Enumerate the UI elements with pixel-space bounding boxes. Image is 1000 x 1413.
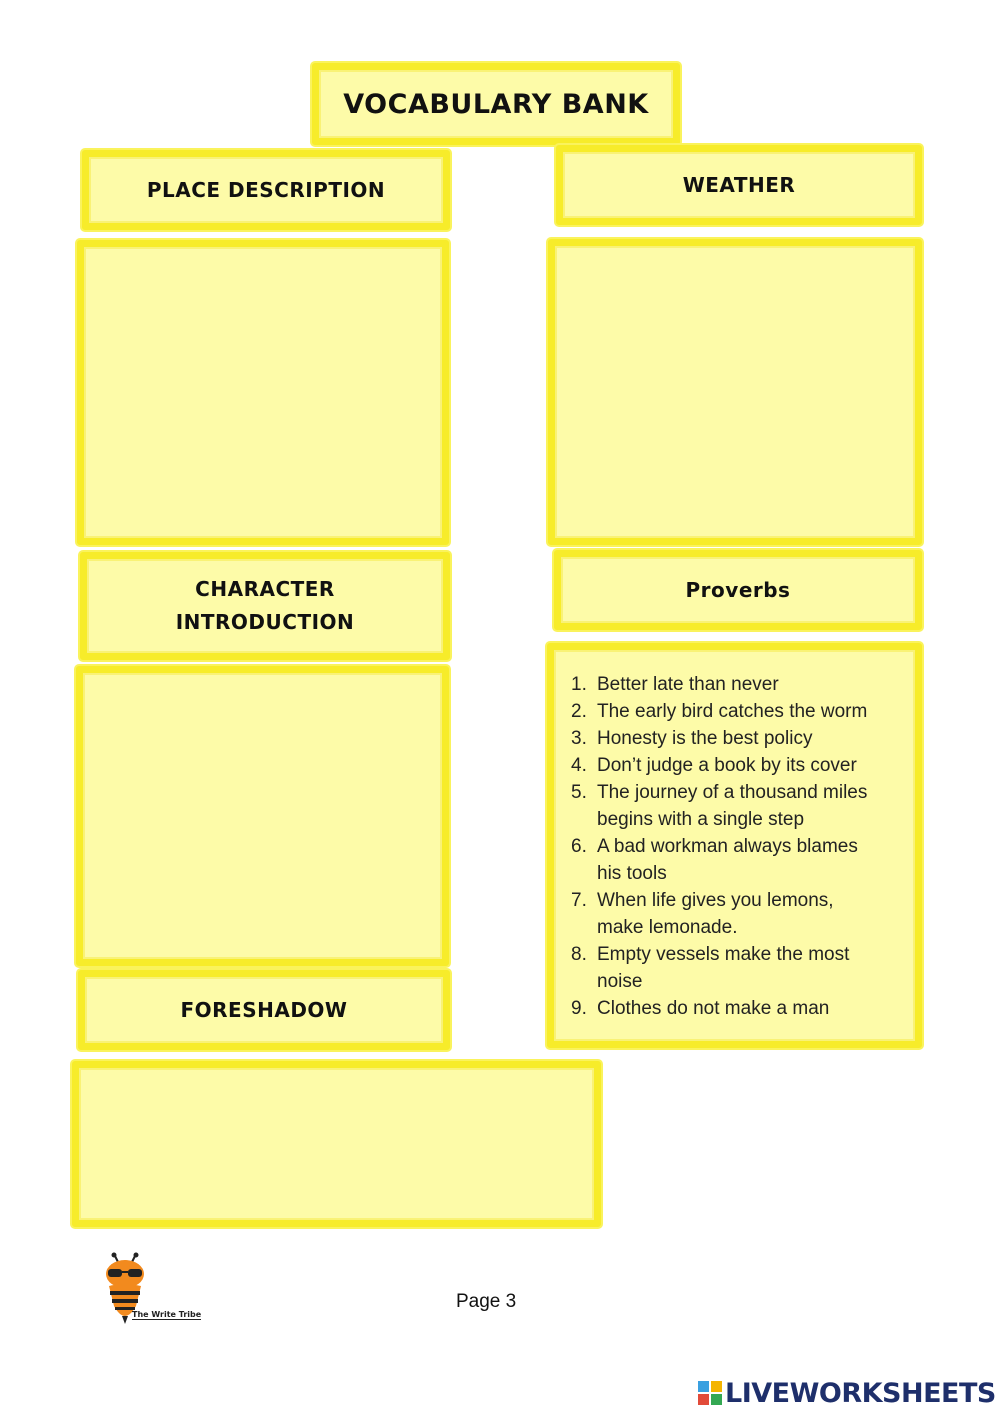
proverb-text-line1: When life gives you lemons, [597,890,834,911]
page-title-box [312,63,680,145]
proverb-text [597,671,779,698]
proverb-text [597,752,857,779]
proverb-text-line1: Don’t judge a book by its cover [597,755,857,776]
character-introduction-header [80,552,450,660]
page-title: VOCABULARY BANK [343,88,649,120]
proverb-text-line1: A bad workman always blames [597,836,858,857]
character-introduction-label-line1: CHARACTER [195,577,335,601]
proverb-item [571,833,915,887]
proverb-number: 7. [571,890,587,911]
place-description-answer-box[interactable] [77,240,449,545]
proverbs-label: Proverbs [685,577,791,602]
proverb-number: 4. [571,755,587,776]
proverb-text [597,779,867,833]
proverb-text [597,995,829,1022]
liveworksheets-blocks-icon [697,1380,723,1406]
proverb-item [571,698,915,725]
foreshadow-header [78,970,450,1050]
proverb-text-line1: Clothes do not make a man [597,998,830,1019]
liveworksheets-watermark[interactable] [697,1376,996,1410]
watermark-text: LIVEWORKSHEETS [725,1377,996,1409]
character-introduction-answer-box[interactable] [76,666,449,966]
proverb-item [571,671,915,698]
proverb-text-line2: noise [597,971,643,992]
proverb-number: 2. [571,701,587,722]
proverb-number: 9. [571,998,587,1019]
proverb-text-line1: Honesty is the best policy [597,728,813,749]
proverb-item [571,941,915,995]
proverb-text-line1: The journey of a thousand miles [597,782,868,803]
proverb-text-line1: Better late than never [597,674,779,695]
brand-logo [98,1252,208,1326]
proverb-text [597,698,867,725]
proverb-item [571,779,915,833]
proverb-text-line2: begins with a single step [597,809,805,830]
place-description-header [82,150,450,230]
brand-name: The Write Tribe [132,1310,202,1319]
proverb-text-line1: Empty vessels make the most [597,944,850,965]
proverb-text-line1: The early bird catches the worm [597,701,868,722]
foreshadow-label: FORESHADOW [180,997,348,1022]
proverb-number: 8. [571,944,587,965]
weather-answer-box[interactable] [548,239,922,545]
character-introduction-label-line2: INTRODUCTION [175,610,355,634]
weather-label: WEATHER [682,172,796,197]
foreshadow-answer-box[interactable] [72,1061,601,1227]
proverb-text [597,887,834,941]
proverb-number: 5. [571,782,587,803]
proverb-item [571,752,915,779]
proverb-number: 3. [571,728,587,749]
proverb-item [571,725,915,752]
proverb-text [597,941,849,995]
proverbs-list [571,671,915,1022]
proverb-item [571,887,915,941]
proverb-text-line2: make lemonade. [597,917,738,938]
weather-header [556,145,922,225]
proverb-number: 1. [571,674,587,695]
page-number: Page 3 [456,1291,517,1312]
place-description-label: PLACE DESCRIPTION [146,177,386,202]
proverb-text [597,833,858,887]
proverb-text-line2: his tools [597,863,667,884]
proverb-item [571,995,915,1022]
proverbs-list-box [547,643,922,1048]
proverb-number: 6. [571,836,587,857]
proverb-text [597,725,812,752]
proverbs-header [554,550,922,630]
